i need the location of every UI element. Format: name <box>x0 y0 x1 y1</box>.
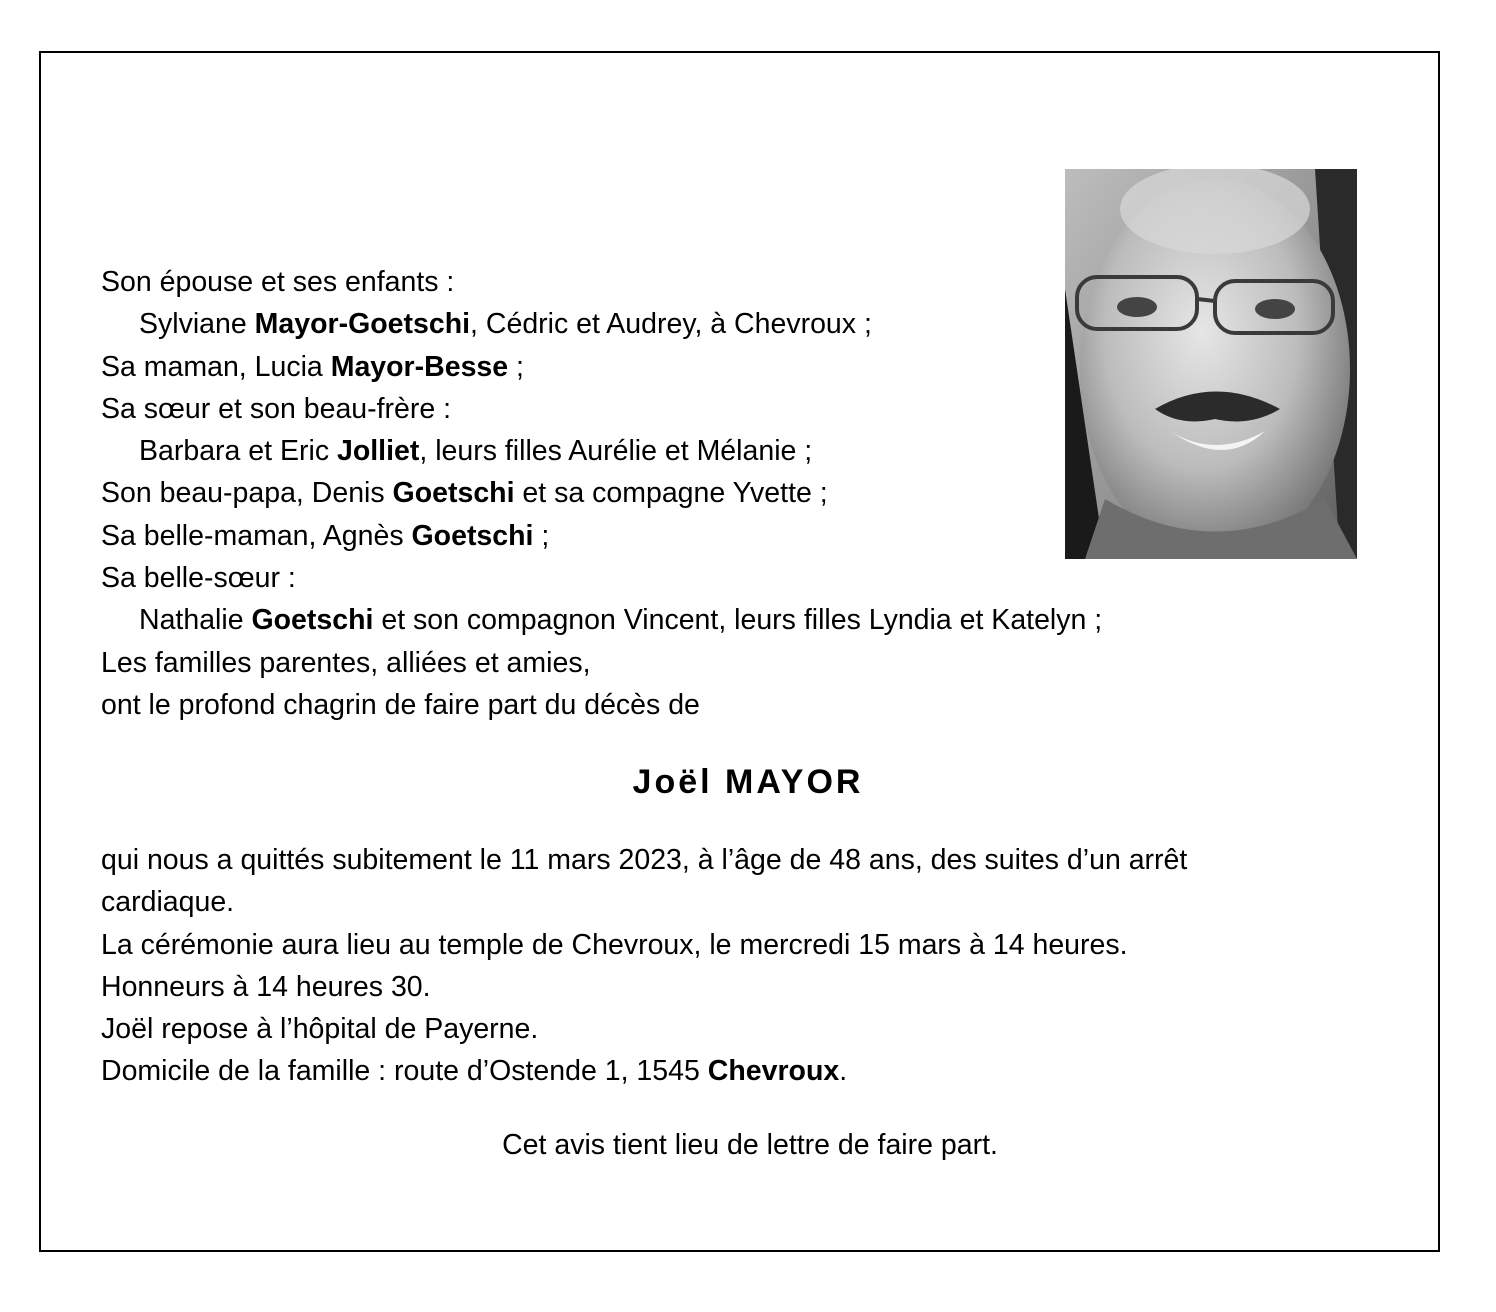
line-text: , leurs filles Aurélie et Mélanie ; <box>419 435 813 468</box>
line-text: Honneurs à 14 heures 30. <box>101 970 431 1003</box>
closing-note: Cet avis tient lieu de lettre de faire part. <box>502 1129 998 1161</box>
line-text: Sa belle-maman, Agnès <box>101 519 412 552</box>
line-text: Domicile de la famille : route d’Ostende 1, 1545 <box>101 1055 708 1088</box>
line-text: qui nous a quittés subitement le 11 mars 2023, à l’âge de 48 ans, des suites d’un arrêt <box>101 844 1188 876</box>
line-text: Nathalie <box>139 604 252 637</box>
details-line <box>101 966 1187 1008</box>
ceremony-details <box>101 839 1187 1093</box>
surname: Jolliet <box>337 435 420 468</box>
family-line <box>101 642 1102 684</box>
details-line <box>101 839 1187 881</box>
details-line <box>101 1050 1187 1092</box>
line-text: . <box>839 1055 848 1088</box>
line-text: Sa maman, Lucia <box>101 350 331 383</box>
portrait-photo <box>1065 169 1357 559</box>
family-line <box>101 557 1102 599</box>
line-text: et sa compagne Yvette ; <box>514 477 828 510</box>
line-text: Barbara et Eric <box>139 435 337 468</box>
line-text: La cérémonie aura lieu au temple de Chevroux, le mercredi 15 mars à 14 heures. <box>101 928 1128 961</box>
deceased-name: Joël MAYOR <box>632 763 864 801</box>
surname: Goetschi <box>251 604 374 637</box>
family-line <box>101 430 1102 472</box>
family-list <box>101 261 1102 726</box>
surname: Mayor-Goetschi <box>254 308 471 341</box>
line-text: ont le profond chagrin de faire part du décès de <box>101 688 700 721</box>
surname: Chevroux <box>707 1055 840 1088</box>
details-line <box>101 924 1187 966</box>
line-text: , Cédric et Audrey, à Chevroux ; <box>470 308 872 341</box>
line-text: et son compagnon Vincent, leurs filles Lyndia et Katelyn ; <box>373 604 1103 637</box>
family-line <box>101 684 1102 726</box>
line-text: Sa sœur et son beau-frère : <box>101 392 452 425</box>
line-text: Joël repose à l’hôpital de Payerne. <box>101 1013 539 1046</box>
details-line <box>101 881 1187 923</box>
line-text: ; <box>508 350 524 383</box>
surname: Mayor-Besse <box>330 350 509 383</box>
line-text: Son épouse et ses enfants : <box>101 266 455 298</box>
line-text: Sylviane <box>139 308 255 341</box>
line-text: Les familles parentes, alliées et amies, <box>101 646 591 679</box>
family-line <box>101 599 1102 641</box>
family-line <box>101 472 1102 514</box>
family-line <box>101 515 1102 557</box>
family-line <box>101 388 1102 430</box>
line-text: ; <box>533 519 550 552</box>
surname: Goetschi <box>411 519 534 552</box>
surname: Goetschi <box>392 477 515 510</box>
line-text: Son beau-papa, Denis <box>101 477 393 510</box>
line-text: Sa belle-sœur : <box>101 562 296 595</box>
family-line <box>101 303 1102 345</box>
details-line <box>101 1008 1187 1050</box>
family-line <box>101 346 1102 388</box>
line-text: cardiaque. <box>101 886 235 919</box>
family-line <box>101 261 1102 303</box>
